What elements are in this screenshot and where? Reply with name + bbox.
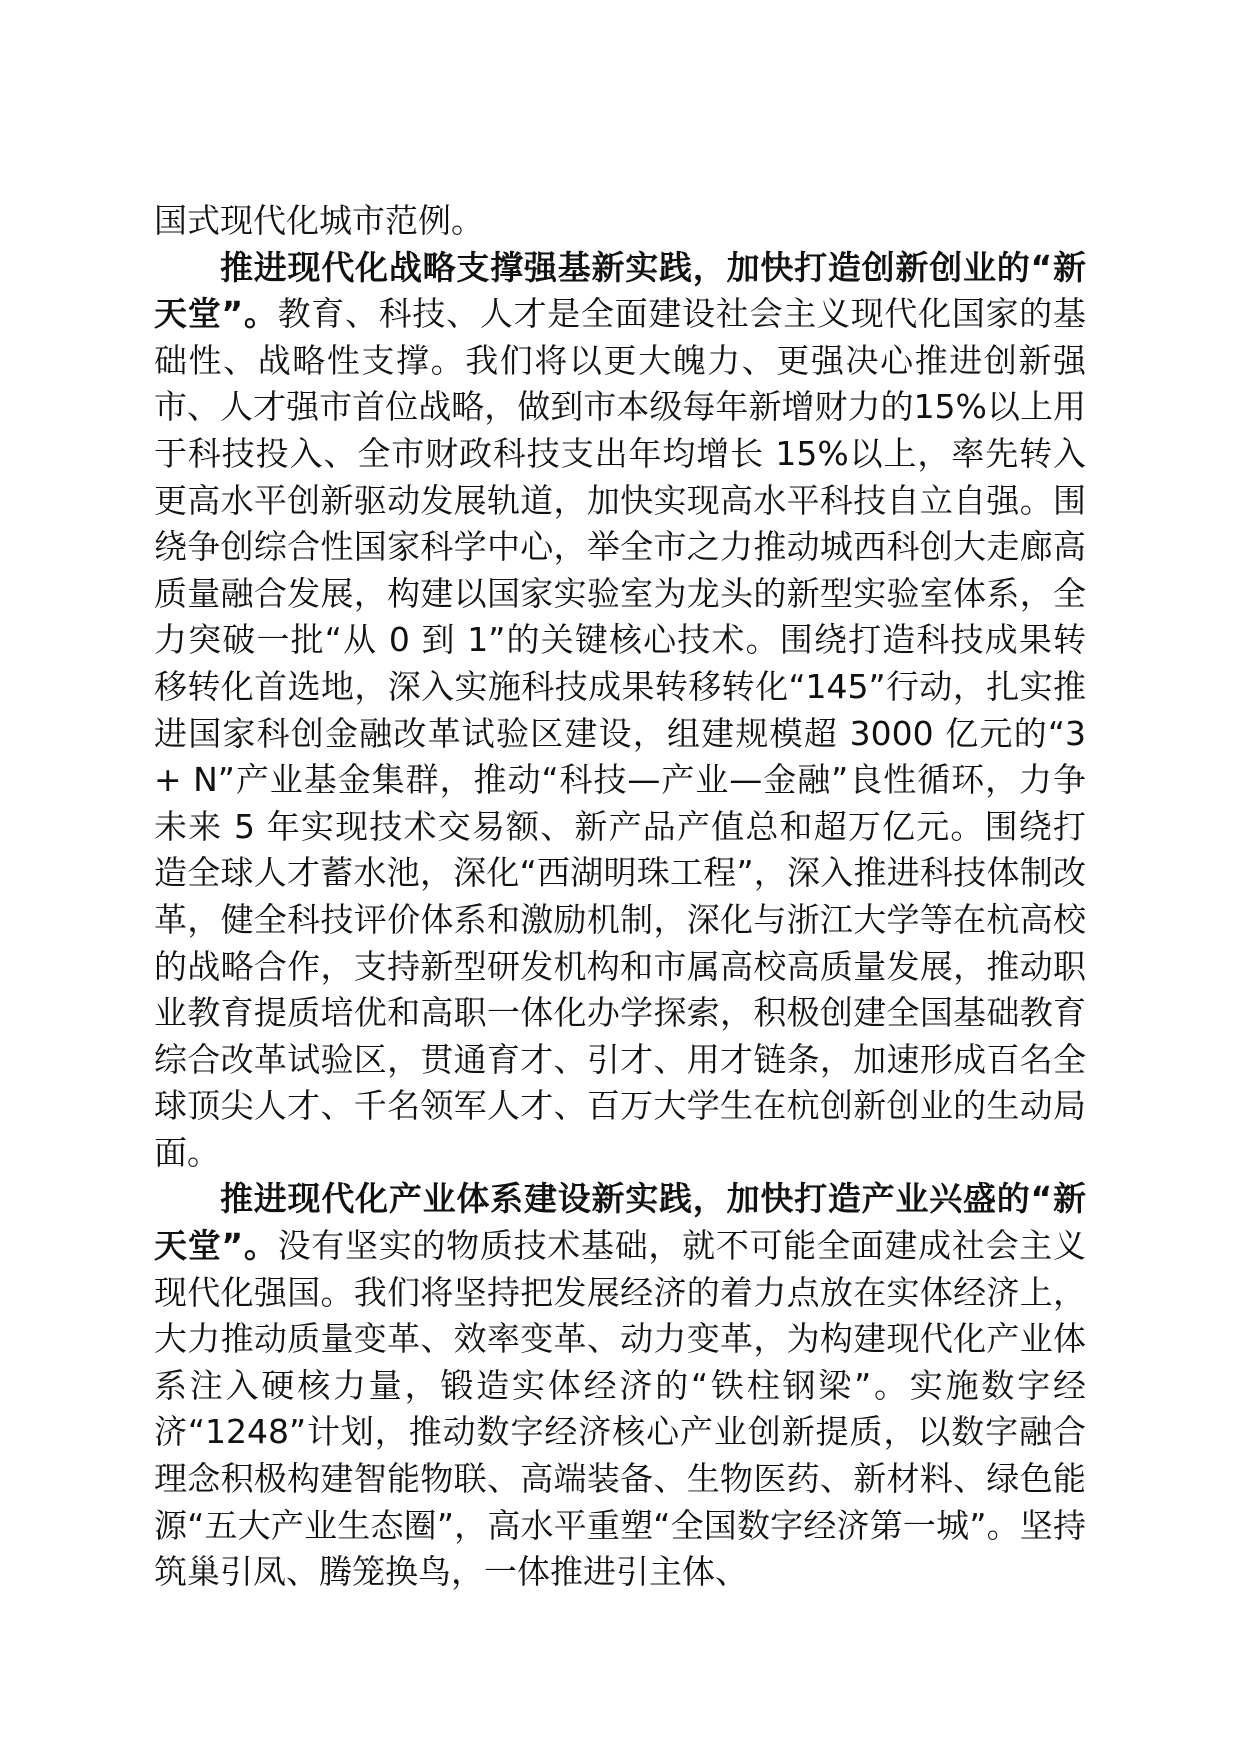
paragraph-innovation — [154, 245, 1086, 1177]
paragraph-lead: 推进现代化战略支撑强基新实践，加快打造创新创业的“新天堂”。 — [154, 247, 1086, 334]
paragraph-body: 国式现代化城市范例。 — [154, 201, 484, 240]
paragraph-intro — [154, 198, 1086, 245]
document-page — [154, 198, 1086, 1596]
paragraph-lead: 推进现代化产业体系建设新实践，加快打造产业兴盛的“新天堂”。 — [154, 1179, 1086, 1266]
paragraph-body: 没有坚实的物质技术基础，就不可能全面建成社会主义现代化强国。我们将坚持把发展经济的着力点放在实体经济上，大力推动质量变革、效率变革、动力变革，为构建现代化产业体系注入硬核力量，锻造实体经济的“铁柱钢梁”。实施数字经济“1248”计划，推动数字经济核心产业创新提质，以数字融合理念积极构建智能物联、高端装备、生物医药、新材料、绿色能源“五大产业生态圈”，高水平重塑“全国数字经济第一城”。坚持筑巢引凤、腾笼换鸟，一体推进引主体、 — [154, 1226, 1087, 1592]
paragraph-industry — [154, 1176, 1086, 1595]
paragraph-body: 教育、科技、人才是全面建设社会主义现代化国家的基础性、战略性支撑。我们将以更大魄力、更强决心推进创新强市、人才强市首位战略，做到市本级每年新增财力的15%以上用于科技投入、全市财政科技支出年均增长 15%以上，率先转入更高水平创新驱动发展轨道，加快实现高水平科技自立自强。围绕争创综合性国家科学中心，举全市之力推动城西科创大走廊高质量融合发展，构建以国家实验室为龙头的新型实验室体系，全力突破一批“从 0 到 1”的关键核心技术。围绕打造科技成果转移转化首选地，深入实施科技成果转移转化“145”行动，扎实推进国家科创金融改革试验区建设，组建规模超 3000 亿元的“3 + N”产业基金集群，推动“科技—产业—金融”良性循环，力争未来 5 年实现技术交易额、新产品产值总和超万亿元。围绕打造全球人才蓄水池，深化“西湖明珠工程”，深入推进科技体制改革，健全科技评价体系和激励机制，深化与浙江大学等在杭高校的战略合作，支持新型研发机构和市属高校高质量发展，推动职业教育提质培优和高职一体化办学探索，积极创建全国基础教育综合改革试验区，贯通育才、引才、用才链条，加速形成百名全球顶尖人才、千名领军人才、百万大学生在杭创新创业的生动局面。 — [154, 294, 1087, 1172]
